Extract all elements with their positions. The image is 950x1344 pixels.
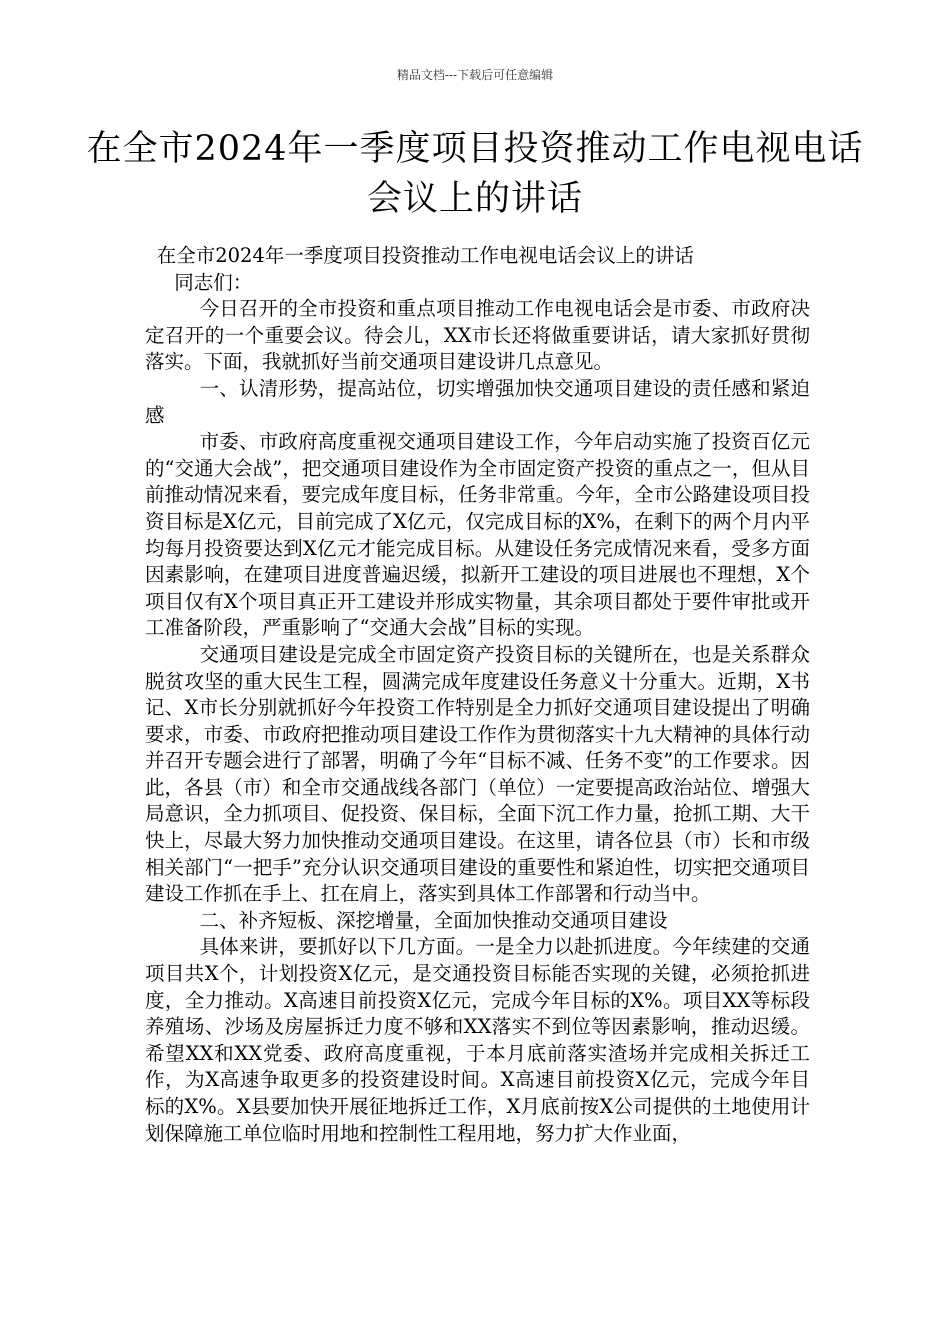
- paragraph-2: 交通项目建设是完成全市固定资产投资目标的关键所在，也是关系群众脱贫攻坚的重大民生工程，圆满完成年度建设任务意义十分重大。近期，X书记、X市长分别就抓好今年投资工作特别是全力抓好交通项目建设提出了明确要求，市委、市政府把推动项目建设工作作为贯彻落实十九大精神的具体行动并召开专题会进行了部署，明确了今年“目标不减、任务不变”的工作要求。因此，各县（市）和全市交通战线各部门（单位）一定要提高政治站位、增强大局意识，全力抓项目、促投资、保目标，全面下沉工作力量，抢抓工期、大干快上，尽最大努力加快推动交通项目建设。在这里，请各位县（市）长和市级相关部门“一把手”充分认识交通项目建设的重要性和紧迫性，切实把交通项目建设工作抓在手上、扛在肩上，落实到具体工作部署和行动当中。: [145, 642, 810, 906]
- paragraph-intro: 今日召开的全市投资和重点项目推动工作电视电话会是市委、市政府决定召开的一个重要会议。待会儿，XX市长还将做重要讲话，请大家抓好贯彻落实。下面，我就抓好当前交通项目建设讲几点意见。: [145, 297, 810, 374]
- section-heading-2: 二、补齐短板、深挖增量，全面加快推动交通项目建设: [199, 908, 668, 932]
- paragraph-1: 市委、市政府高度重视交通项目建设工作，今年启动实施了投资百亿元的“交通大会战”，把交通项目建设作为全市固定资产投资的重点之一，但从目前推动情况来看，要完成年度目标，任务非常重。今年，全市公路建设项目投资目标是X亿元，目前完成了X亿元，仅完成目标的X%，在剩下的两个月内平均每月投资要达到X亿元才能完成目标。从建设任务完成情况来看，受多方面因素影响，在建项目进度普遍迟缓，拟新开工建设的项目进展也不理想，X个项目仅有X个项目真正开工建设并形成实物量，其余项目都处于要件审批或开工准备阶段，严重影响了“交通大会战”目标的实现。: [145, 430, 810, 640]
- salutation: 同志们：: [174, 270, 253, 294]
- document-body: [145, 243, 810, 1147]
- body-title-line: 在全市2024年一季度项目投资推动工作电视电话会议上的讲话: [156, 244, 694, 267]
- paragraph-3: 具体来讲，要抓好以下几方面。一是全力以赴抓进度。今年续建的交通项目共X个，计划投资X亿元，是交通投资目标能否实现的关键，必须抢抓进度，全力推动。X高速目前投资X亿元，完成今年目标的X%。项目XX等标段养殖场、沙场及房屋拆迁力度不够和XX落实不到位等因素影响，推动迟缓。希望XX和XX党委、政府高度重视，于本月底前落实渣场并完成相关拆迁工作，为X高速争取更多的投资建设时间。X高速目前投资X亿元，完成今年目标的X%。X县要加快开展征地拆迁工作，X月底前按X公司提供的土地使用计划保障施工单位临时用地和控制性工程用地，努力扩大作业面，: [145, 935, 810, 1145]
- header-note: 精品文档---下载后可任意编辑: [396, 68, 554, 82]
- document-title: 在全市2024年一季度项目投资推动工作电视电话会议上的讲话: [86, 129, 864, 219]
- section-heading-1: 一、认清形势，提高站位，切实增强加快交通项目建设的责任感和紧迫感: [145, 376, 810, 427]
